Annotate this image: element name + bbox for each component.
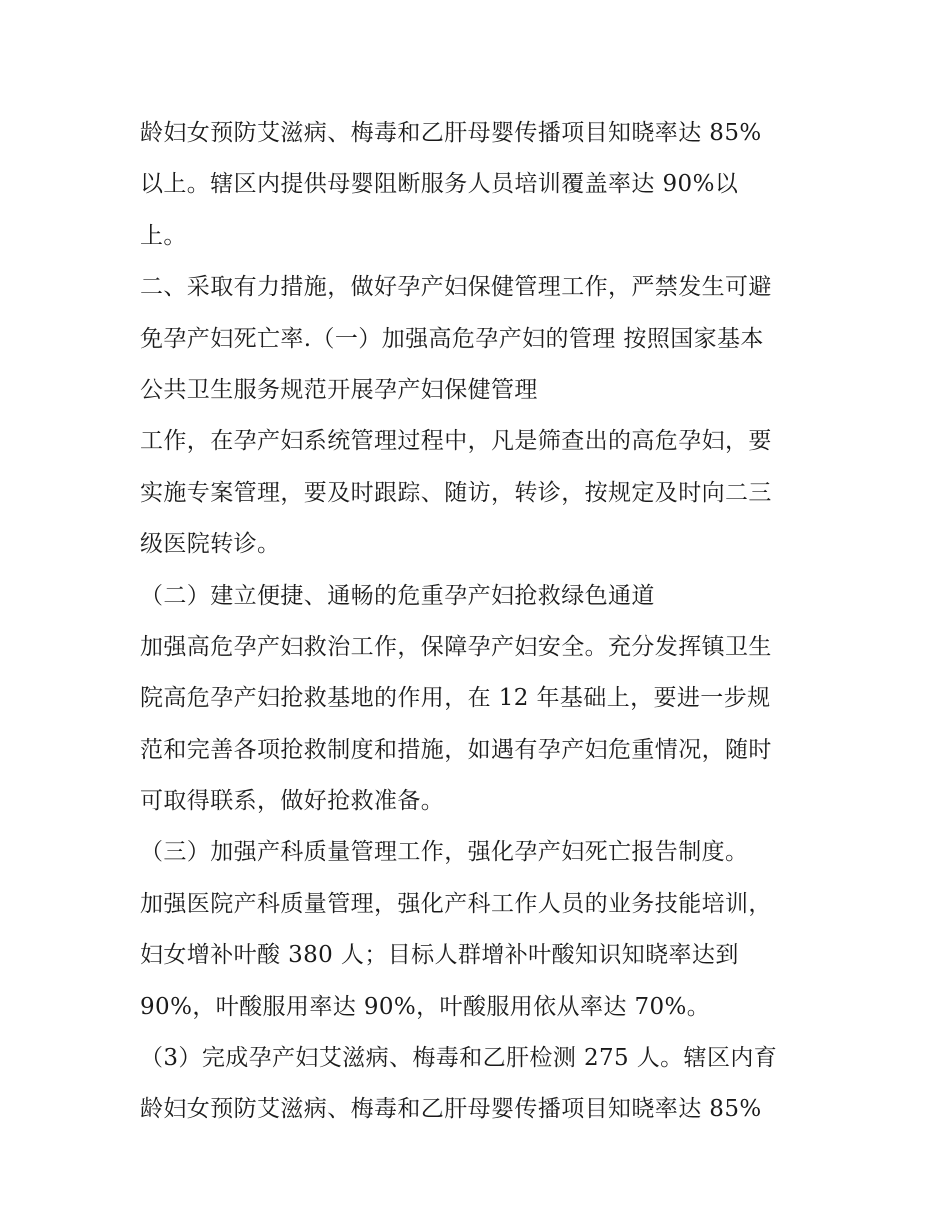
text-line: 免孕产妇死亡率.（一）加强高危孕产妇的管理 按照国家基本	[140, 325, 764, 352]
text-line: 上。	[140, 222, 187, 249]
text-line: （3）完成孕产妇艾滋病、梅毒和乙肝检测 275 人。辖区内育	[140, 1045, 778, 1072]
document-body	[140, 108, 820, 1136]
text-line: 90%，叶酸服用率达 90%，叶酸服用依从率达 70%。	[140, 993, 711, 1020]
text-line: 范和完善各项抢救制度和措施，如遇有孕产妇危重情况，随时	[140, 736, 772, 763]
text-line: 加强高危孕产妇救治工作，保障孕产妇安全。充分发挥镇卫生	[140, 633, 772, 660]
text-line: 公共卫生服务规范开展孕产妇保健管理	[140, 376, 538, 403]
section-heading-line: 二、采取有力措施，做好孕产妇保健管理工作，严禁发生可避	[140, 274, 772, 301]
text-line: 工作，在孕产妇系统管理过程中，凡是筛查出的高危孕妇，要	[140, 428, 772, 455]
text-line: 院高危孕产妇抢救基地的作用，在 12 年基础上，要进一步规	[140, 685, 771, 712]
text-line: 级医院转诊。	[140, 531, 281, 558]
text-line: 加强医院产科质量管理，强化产科工作人员的业务技能培训，	[140, 890, 772, 917]
text-line: 龄妇女预防艾滋病、梅毒和乙肝母婴传播项目知晓率达 85%	[140, 120, 762, 146]
text-line: 龄妇女预防艾滋病、梅毒和乙肝母婴传播项目知晓率达 85%	[140, 1096, 762, 1123]
text-line: 妇女增补叶酸 380 人；目标人群增补叶酸知识知晓率达到	[140, 942, 739, 969]
subsection-heading-line: （三）加强产科质量管理工作，强化孕产妇死亡报告制度。	[140, 839, 749, 866]
text-line: 可取得联系，做好抢救准备。	[140, 788, 445, 815]
text-line: 以上。辖区内提供母婴阻断服务人员培训覆盖率达 90%以	[140, 171, 739, 198]
subsection-heading-line: （二）建立便捷、通畅的危重孕产妇抢救绿色通道	[140, 582, 655, 609]
text-line: 实施专案管理，要及时跟踪、随访，转诊，按规定及时向二三	[140, 479, 772, 506]
